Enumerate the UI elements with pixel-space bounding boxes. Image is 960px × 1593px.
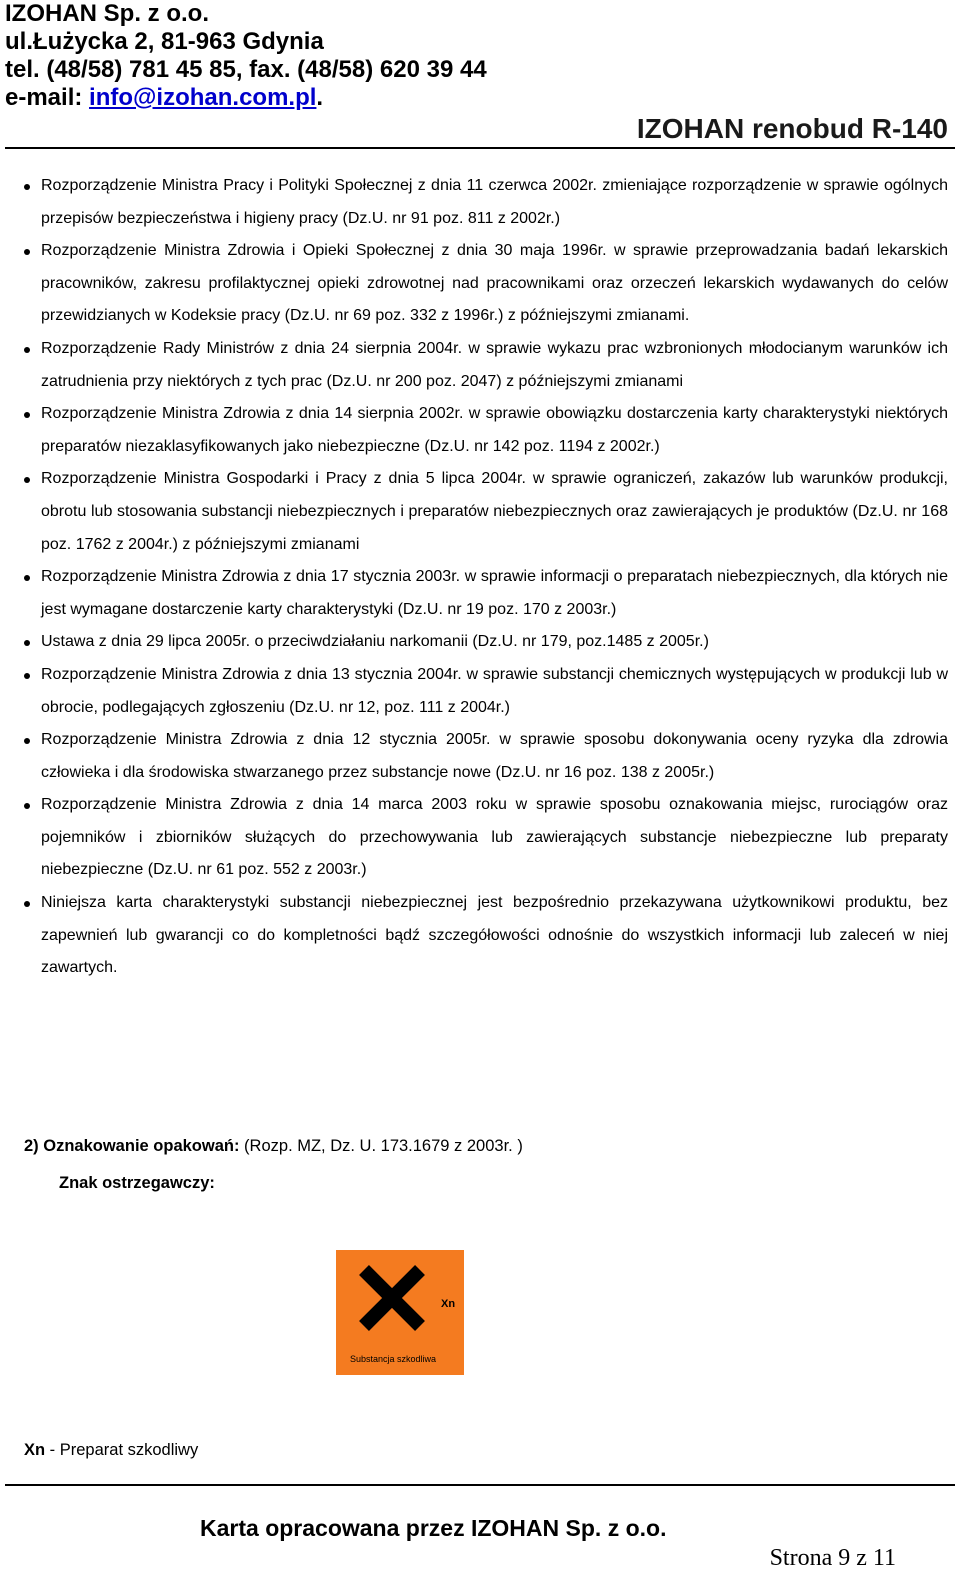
- section-2-heading: [24, 1137, 523, 1156]
- regulation-item: [25, 659, 948, 724]
- bullet-icon: [24, 803, 30, 809]
- regulation-text: Rozporządzenie Rady Ministrów z dnia 24 sierpnia 2004r. w sprawie wykazu prac wzbronionych młodocianym warunków ich zatrudnienia przy niektórych z tych prac (Dz.U. nr 200 poz. 2047) z późniejszymi zmianami: [41, 339, 948, 390]
- regulation-text: Rozporządzenie Ministra Zdrowia i Opieki Społecznej z dnia 30 maja 1996r. w sprawie przeprowadzania badań lekarskich pracowników, zakresu profilaktycznej opieki zdrowotnej nad pracownikami oraz orzeczeń lekarskich wydawanych do celów przewidzianych w Kodeksie pracy (Dz.U. nr 69 poz. 332 z 1996r.) z późniejszymi zmianami.: [41, 242, 948, 325]
- warning-sign-label: Znak ostrzegawczy:: [59, 1174, 215, 1192]
- regulation-item: [25, 789, 948, 887]
- bullet-icon: [24, 249, 30, 255]
- regulation-text: Rozporządzenie Ministra Zdrowia z dnia 12 stycznia 2005r. w sprawie sposobu dokonywania oceny ryzyka dla zdrowia człowieka i dla środowiska stwarzanego przez substancje nowe (Dz.U. nr 16 poz. 138 z 2005r.): [41, 731, 948, 781]
- regulation-text: Niniejsza karta charakterystyki substancji niebezpiecznej jest bezpośrednio przekazywana użytkownikowi produktu, bez zapewnień lub gwarancji co do kompletności bądź szczegółowości odnośnie do wszystkich informacji lub zaleceń w niej zawartych.: [41, 894, 948, 977]
- regulation-item: [25, 626, 948, 659]
- bullet-icon: [24, 347, 30, 353]
- regulation-text: Rozporządzenie Ministra Gospodarki i Pracy z dnia 5 lipca 2004r. w sprawie ograniczeń, zakazów lub warunków produkcji, obrotu lub stosowania substancji niebezpiecznych i preparatów niebezpiecznych oraz zawierających je produktów (Dz.U. nr 168 poz. 1762 z 2004r.) z późniejszymi zmianami: [41, 470, 948, 553]
- bullet-icon: [24, 901, 30, 907]
- bullet-icon: [24, 738, 30, 744]
- bullet-icon: [24, 184, 30, 190]
- pictogram-legend: [24, 1441, 198, 1460]
- harmful-pictogram: [336, 1250, 464, 1375]
- saltire-cross-icon: [354, 1260, 430, 1336]
- bullet-icon: [24, 673, 30, 679]
- company-email-line: [5, 84, 323, 112]
- regulation-item: [25, 235, 948, 333]
- bullet-icon: [24, 575, 30, 581]
- footer-text: Karta opracowana przez IZOHAN Sp. z o.o.: [200, 1515, 667, 1541]
- legend-code: Xn: [24, 1441, 46, 1459]
- regulation-item: [25, 333, 948, 398]
- pictogram-caption: Substancja szkodliwa: [350, 1354, 437, 1364]
- regulation-item: [25, 561, 948, 626]
- section-2-title: 2) Oznakowanie opakowań:: [24, 1137, 240, 1155]
- company-phone: tel. (48/58) 781 45 85, fax. (48/58) 620 39 44: [5, 56, 487, 83]
- company-name: IZOHAN Sp. z o.o.: [5, 0, 209, 27]
- regulation-item: [25, 887, 948, 985]
- regulation-text: Rozporządzenie Ministra Zdrowia z dnia 17 stycznia 2003r. w sprawie informacji o preparatach niebezpiecznych, dla których nie jest wymagane dostarczenie karty charakterystyki (Dz.U. nr 19 poz. 170 z 2003r.): [41, 568, 948, 618]
- footer-rule: [5, 1484, 955, 1486]
- bullet-icon: [24, 640, 30, 646]
- regulation-item: [25, 398, 948, 463]
- regulation-item: [25, 170, 948, 235]
- regulation-text: Rozporządzenie Ministra Zdrowia z dnia 14 marca 2003 roku w sprawie sposobu oznakowania miejsc, rurociągów oraz pojemników i zbiorników służących do przechowywania lub zawierających substancje niebezpieczne lub preparaty niebezpieczne (Dz.U. nr 61 poz. 552 z 2003r.): [41, 796, 948, 879]
- company-address: ul.Łużycka 2, 81-963 Gdynia: [5, 28, 324, 55]
- header-rule: [5, 147, 955, 149]
- bullet-icon: [24, 412, 30, 418]
- pictogram-code: Xn: [441, 1298, 456, 1310]
- regulation-item: [25, 724, 948, 789]
- email-label: e-mail:: [5, 84, 90, 111]
- regulation-text: Rozporządzenie Ministra Zdrowia z dnia 14 sierpnia 2002r. w sprawie obowiązku dostarczenia karty charakterystyki niektórych preparatów niezaklasyfikowanych jako niebezpieczne (Dz.U. nr 142 poz. 1194 z 2002r.): [41, 405, 948, 455]
- email-suffix: .: [316, 84, 324, 111]
- regulation-text: Rozporządzenie Ministra Pracy i Polityki Społecznej z dnia 11 czerwca 2002r. zmieniające rozporządzenie w sprawie ogólnych przepisów bezpieczeństwa i higieny pracy (Dz.U. nr 91 poz. 811 z 2002r.): [41, 177, 948, 227]
- regulation-text: Rozporządzenie Ministra Zdrowia z dnia 13 stycznia 2004r. w sprawie substancji chemicznych występujących w produkcji lub w obrocie, podlegających zgłoszeniu (Dz.U. nr 12, poz. 111 z 2004r.): [41, 665, 948, 716]
- regulation-text: Ustawa z dnia 29 lipca 2005r. o przeciwdziałaniu narkomanii (Dz.U. nr 179, poz.1485 z 2005r.): [41, 633, 709, 651]
- regulation-item: [25, 463, 948, 561]
- page-number: Strona 9 z 11: [769, 1545, 896, 1571]
- regulations-list: [25, 170, 948, 985]
- email-link[interactable]: info@izohan.com.pl: [89, 84, 317, 111]
- section-2-ref: (Rozp. MZ, Dz. U. 173.1679 z 2003r. ): [239, 1137, 523, 1155]
- bullet-icon: [24, 477, 30, 483]
- product-name: IZOHAN renobud R-140: [636, 113, 948, 144]
- legend-text: - Preparat szkodliwy: [45, 1441, 199, 1459]
